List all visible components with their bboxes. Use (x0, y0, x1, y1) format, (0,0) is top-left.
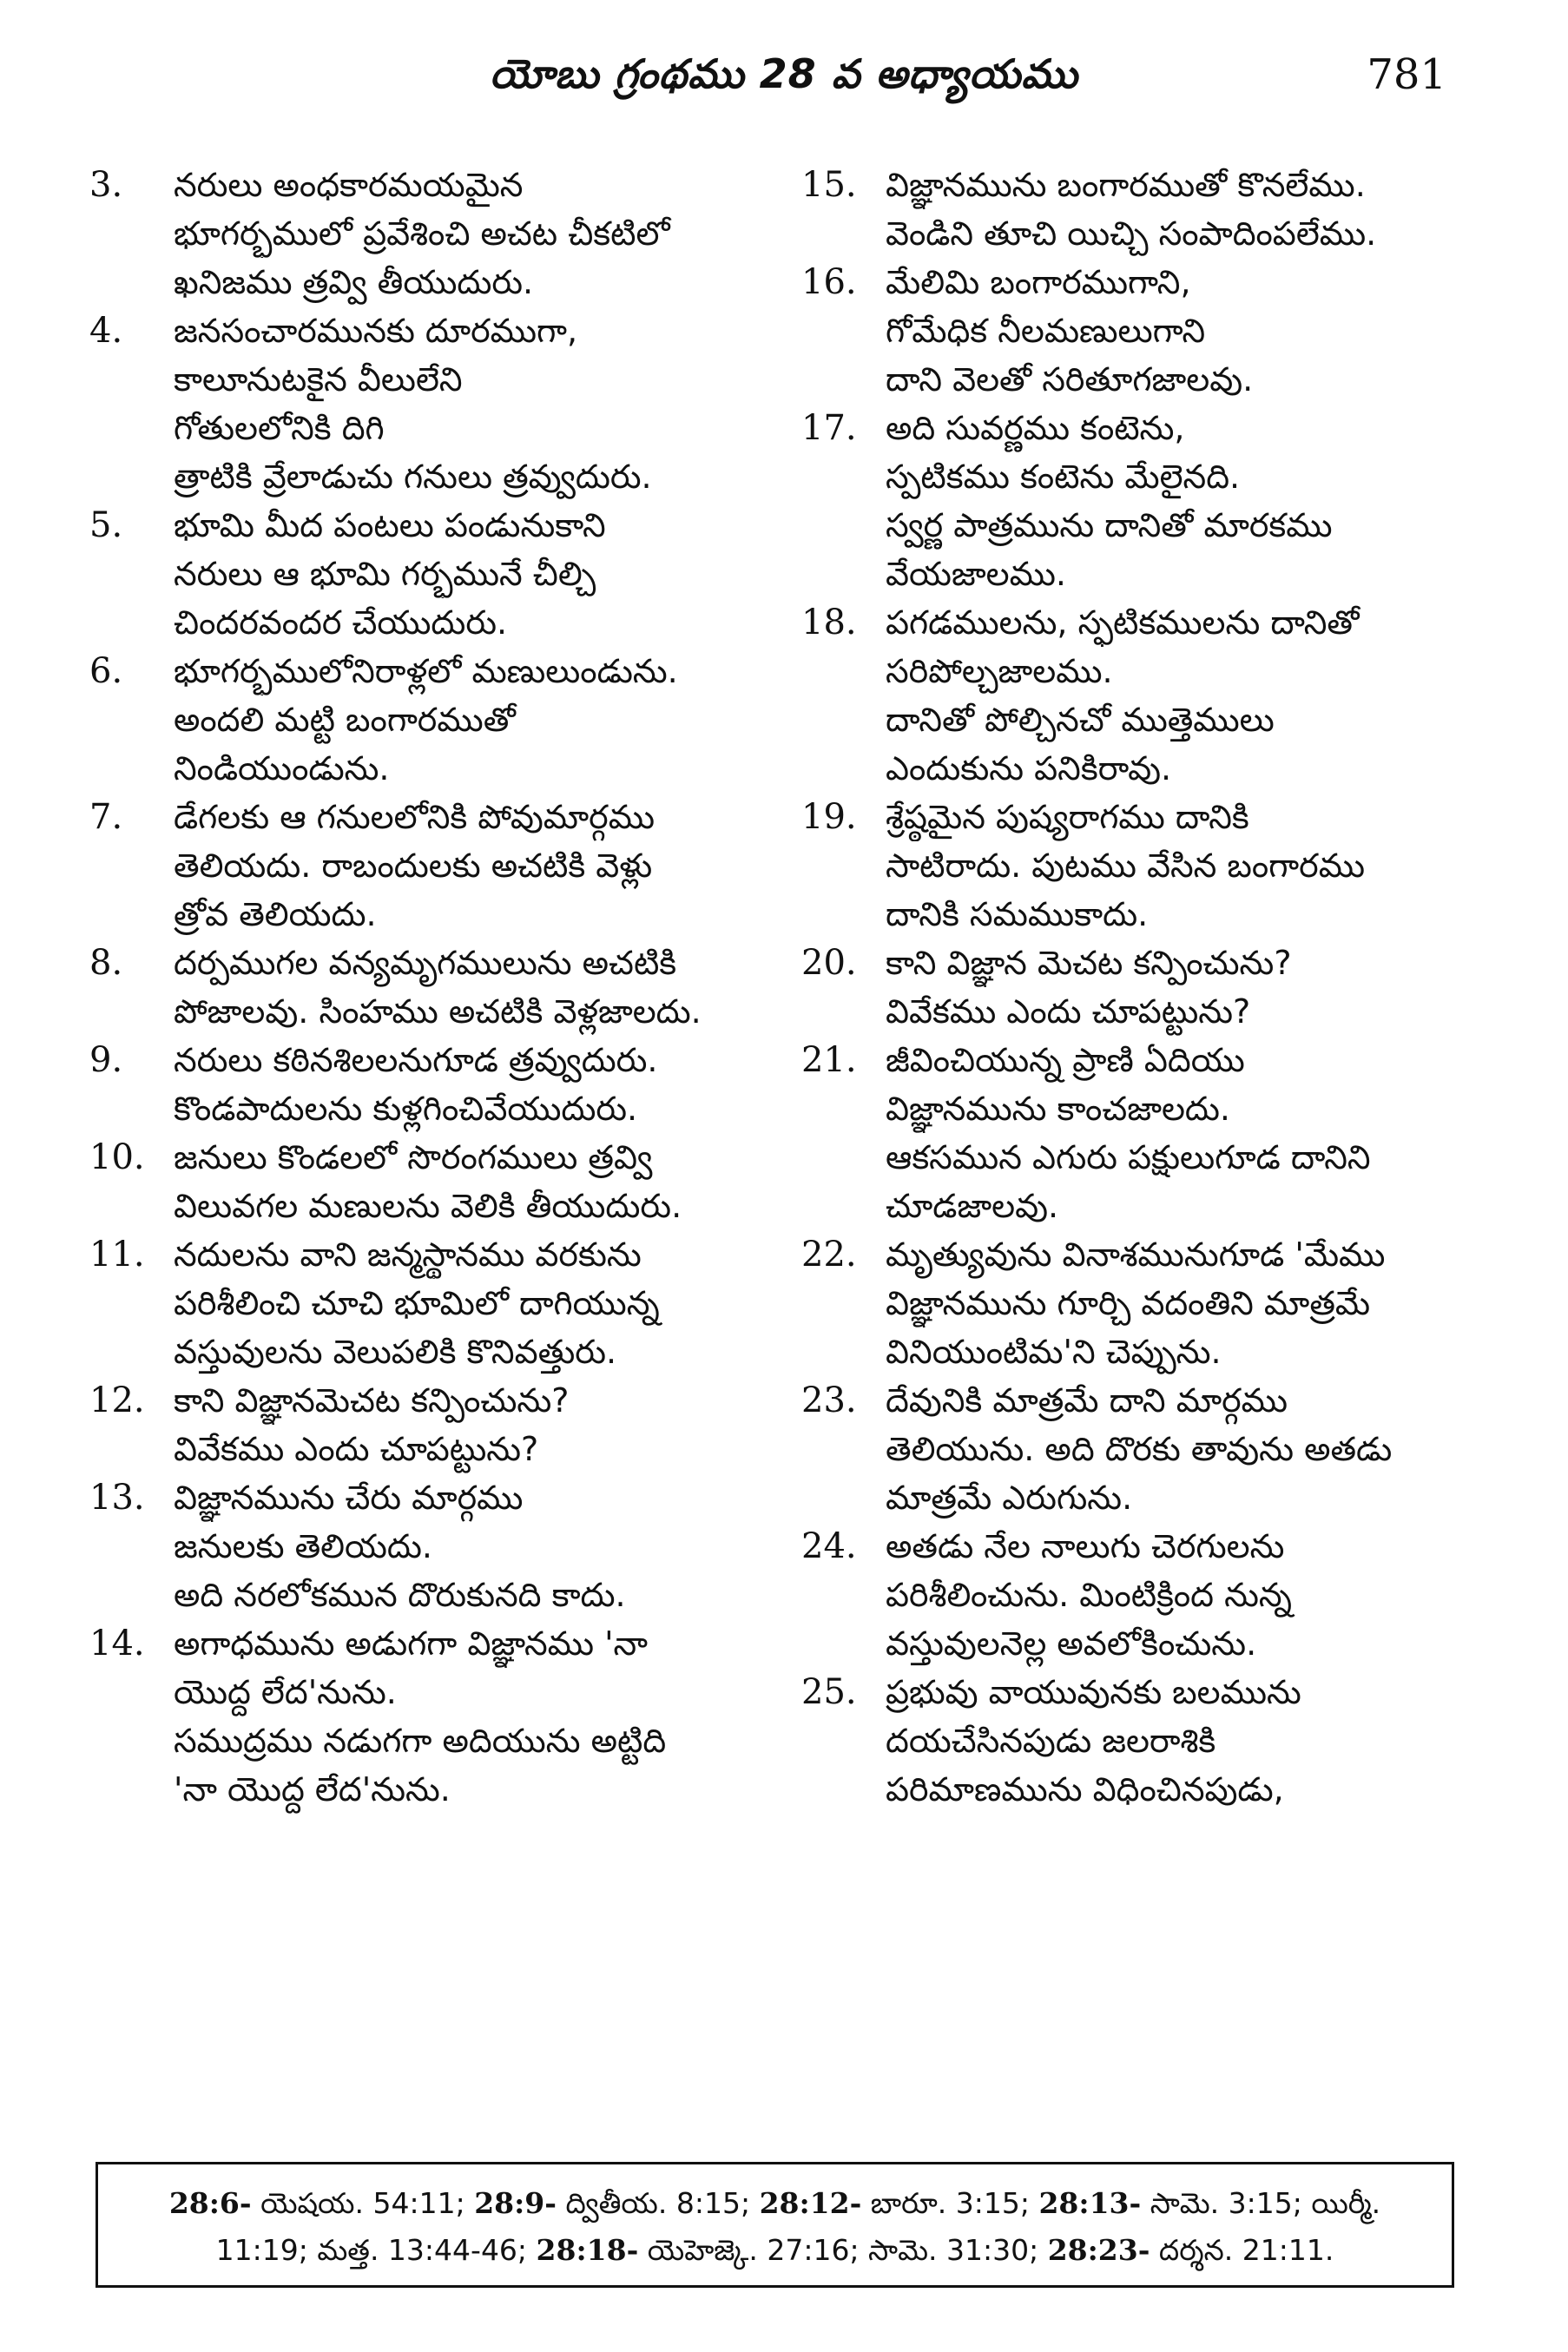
verse-text (174, 647, 777, 793)
verse (794, 1376, 1489, 1522)
footnote-text: బారూ. 3:15; (861, 2186, 1039, 2220)
verse-line: వివేకము ఎందు చూపట్టును? (174, 1430, 539, 1468)
verse-line: అందలి మట్టి బంగారముతో (174, 701, 516, 739)
footnote-text: సామె. 3:15; యిర్మీ. (1141, 2186, 1381, 2220)
verse-text (174, 306, 777, 501)
verse-line: చూడజాలవు. (886, 1187, 1059, 1225)
verse-text (886, 598, 1489, 793)
verse (82, 647, 777, 793)
verse (82, 306, 777, 501)
verse-number: 25. (801, 1672, 857, 1712)
verse-line: కాని విజ్ఞాన మెచట కన్పించును? (886, 944, 1292, 982)
verse-line: విజ్ఞానమును బంగారముతో కొనలేము. (886, 166, 1366, 204)
verse-line: నరులు కఠినశిలలనుగూడ త్రవ్వుదురు. (174, 1041, 658, 1079)
verse-line: జనులు కొండలలో సొరంగములు త్రవ్వి (174, 1138, 653, 1176)
verse-line: వస్తువులనెల్ల అవలోకించును. (886, 1624, 1257, 1663)
verse-number: 13. (89, 1478, 145, 1518)
verse-line: త్రోవ తెలియదు. (174, 895, 377, 933)
verse (82, 1133, 777, 1230)
page-number: 781 (1367, 50, 1446, 99)
footnote-reference: 28:9- (474, 2186, 557, 2220)
verse-line: అది నరలోకమున దొరుకునది కాదు. (174, 1576, 626, 1614)
verse-text (174, 939, 777, 1036)
verse (82, 501, 777, 647)
verse-number: 21. (801, 1040, 857, 1080)
verse-number: 16. (801, 262, 857, 302)
footnote-reference: 28:23- (1047, 2233, 1150, 2267)
verse-line: దాని వెలతో సరితూగజాలవు. (886, 360, 1254, 399)
verse-line: సాటిరాదు. పుటము వేసిన బంగారము (886, 847, 1366, 885)
verse-line: జనులకు తెలియదు. (174, 1527, 432, 1565)
verse (794, 404, 1489, 598)
verse (794, 161, 1489, 258)
verse-line: వెండిని తూచి యిచ్చి సంపాదింపలేము. (886, 214, 1377, 253)
verse-line: విజ్ఞానమును గూర్చి వదంతిని మాత్రమే (886, 1284, 1371, 1322)
verse-number: 23. (801, 1380, 857, 1420)
verse-number: 12. (89, 1380, 145, 1420)
footnote-text: 11:19; మత్త. 13:44-46; (215, 2233, 537, 2267)
verse-line: శ్రేష్ఠమైన పుష్యరాగము దానికి (886, 798, 1249, 836)
verse-line: సముద్రము నడుగగా అదియును అట్టిది (174, 1722, 667, 1760)
verse-line: దయచేసినపుడు జలరాశికి (886, 1722, 1216, 1760)
verse-number: 17. (801, 408, 857, 448)
verse-line: అతడు నేల నాలుగు చెరగులను (886, 1527, 1285, 1565)
verse-number: 22. (801, 1235, 857, 1275)
verse-line: దానికి సమముకాదు. (886, 895, 1149, 933)
verse-number: 5. (89, 505, 123, 545)
verse-line: నదులను వాని జన్మస్థానము వరకును (174, 1235, 642, 1274)
verse-text (174, 1133, 777, 1230)
verse-line: పరిశీలించును. మింటిక్రింద నున్న (886, 1576, 1292, 1614)
verse-number: 14. (89, 1624, 145, 1664)
verse-line: తెలియును. అది దొరకు తావును అతడు (886, 1430, 1393, 1468)
verse (82, 1230, 777, 1376)
verse (794, 1522, 1489, 1668)
verse-number: 6. (89, 651, 123, 691)
footnote-line (124, 2180, 1426, 2227)
footnote-reference: 28:18- (536, 2233, 639, 2267)
verse-line: తెలియదు. రాబందులకు అచటికి వెళ్లు (174, 847, 653, 885)
verse-text (174, 1376, 777, 1473)
verse-line: జనసంచారమునకు దూరముగా, (174, 312, 578, 350)
verse-line: విజ్ఞానమును చేరు మార్గము (174, 1479, 524, 1517)
verse (794, 258, 1489, 404)
verse-line: పరిమాణమును విధించినపుడు, (886, 1770, 1284, 1808)
verse-line: ఎందుకును పనికిరావు. (886, 749, 1172, 787)
footnote-text: ద్వితీయ. 8:15; (556, 2186, 760, 2220)
verse-line: ప్రభువు వాయువునకు బలమును (886, 1673, 1301, 1711)
verse-line: దేవునికి మాత్రమే దాని మార్గము (886, 1381, 1288, 1420)
verse-line: దర్పముగల వన్యమృగములును అచటికి (174, 944, 677, 982)
footnote-reference: 28:6- (168, 2186, 252, 2220)
footnote-text: యెషయ. 54:11; (251, 2186, 475, 2220)
verse-line: కాలూనుటకైన వీలులేని (174, 360, 463, 399)
verse-line: భూగర్భములో ప్రవేశించి అచట చీకటిలో (174, 214, 670, 253)
verse (82, 161, 777, 306)
verse-line: భూగర్భములోనిరాళ్లలో మణులుండును. (174, 652, 678, 690)
verse-line: పగడములను, స్ఫటికములను దానితో (886, 603, 1360, 642)
verse (794, 793, 1489, 939)
verse-number: 18. (801, 603, 857, 642)
verse-text (886, 1036, 1489, 1230)
verse-line: వస్తువులను వెలుపలికి కొనివత్తురు. (174, 1333, 617, 1371)
verse (794, 939, 1489, 1036)
verse-line: ఆకసమున ఎగురు పక్షులుగూడ దానిని (886, 1138, 1371, 1176)
verse-line: జీవించియున్న ప్రాణి ఏదియు (886, 1041, 1245, 1079)
verse-number: 15. (801, 165, 857, 205)
verse-line: పరిశీలించి చూచి భూమిలో దాగియున్న (174, 1284, 660, 1322)
verse-line: భూమి మీద పంటలు పండునుకాని (174, 506, 606, 544)
verse-line: ఖనిజము త్రవ్వి తీయుదురు. (174, 263, 534, 301)
verse (82, 793, 777, 939)
verse-text (174, 501, 777, 647)
verse-line: పోజాలవు. సింహము అచటికి వెళ్లజాలదు. (174, 992, 702, 1031)
verse (82, 939, 777, 1036)
verse (82, 1473, 777, 1619)
verse-text (174, 1230, 777, 1376)
verse-text (886, 404, 1489, 598)
verse-line: అది సువర్ణము కంటెను, (886, 409, 1185, 447)
left-column (82, 161, 777, 1814)
verse-line: స్పటికము కంటెను మేలైనది. (886, 458, 1241, 496)
verse-line: వినియుంటిమ'ని చెప్పును. (886, 1333, 1222, 1371)
verse-number: 7. (89, 797, 123, 837)
verse-text (174, 1619, 777, 1814)
verse-line: కాని విజ్ఞానమెచట కన్పించును? (174, 1381, 570, 1420)
verse (794, 598, 1489, 793)
verse-number: 20. (801, 943, 857, 983)
verse-number: 8. (89, 943, 123, 983)
verse-line: నిండియుండును. (174, 749, 390, 787)
verse-number: 10. (89, 1137, 145, 1177)
verse-number: 19. (801, 797, 857, 837)
verse (794, 1230, 1489, 1376)
verse-line: చిందరవందర చేయుదురు. (174, 603, 508, 642)
footnote-text: యెహెజ్కె. 27:16; సామె. 31:30; (638, 2233, 1048, 2267)
verse-line: త్రాటికి వ్రేలాడుచు గనులు త్రవ్వుదురు. (174, 458, 652, 496)
verse-line: నరులు అంధకారమయమైన (174, 166, 524, 204)
footnote-line (124, 2227, 1426, 2274)
cross-reference-box (96, 2162, 1454, 2288)
verse-line: నరులు ఆ భూమి గర్భమునే చీల్చి (174, 555, 596, 593)
verse-line: సరిపోల్చజాలము. (886, 652, 1113, 690)
verse-line: స్వర్ణ పాత్రమును దానితో మారకము (886, 506, 1333, 544)
verse-line: కొండపాదులను కుళ్లగించివేయుదురు. (174, 1090, 638, 1128)
verse-number: 4. (89, 311, 123, 351)
verse-text (886, 258, 1489, 404)
verse-number: 9. (89, 1040, 123, 1080)
verse-text (886, 1522, 1489, 1668)
footnote-text: దర్శన. 21:11. (1150, 2233, 1334, 2267)
verse (794, 1036, 1489, 1230)
verse (82, 1036, 777, 1133)
page-header (0, 38, 1568, 116)
verse-line: 'నా యొద్ద లేద'నును. (174, 1770, 451, 1808)
verse-line: గోమేధిక నీలమణులుగాని (886, 312, 1206, 350)
verse-line: వేయజాలము. (886, 555, 1067, 593)
verse (794, 1668, 1489, 1814)
footnote-reference: 28:12- (759, 2186, 862, 2220)
running-title: యోబు గ్రంథము 28 వ అధ్యాయము (490, 50, 1078, 97)
verse-line: మేలిమి బంగారముగాని, (886, 263, 1191, 301)
verse-line: గోతులలోనికి దిగి (174, 409, 385, 447)
verse-text (886, 161, 1489, 258)
right-column (794, 161, 1489, 1814)
verse-text (174, 793, 777, 939)
verse-text (886, 939, 1489, 1036)
verse-number: 11. (89, 1235, 145, 1275)
verse-number: 24. (801, 1526, 857, 1566)
verse-text (174, 161, 777, 306)
verse-line: అగాధమును అడుగగా విజ్ఞానము 'నా (174, 1624, 649, 1663)
verse-text (886, 1230, 1489, 1376)
verse-line: విలువగల మణులను వెలికి తీయుదురు. (174, 1187, 682, 1225)
verse-text (174, 1036, 777, 1133)
verse-text (174, 1473, 777, 1619)
verse-line: విజ్ఞానమును కాంచజాలదు. (886, 1090, 1230, 1128)
verse-text (886, 1376, 1489, 1522)
verse-line: డేగలకు ఆ గనులలోనికి పోవుమార్గము (174, 798, 656, 836)
verse (82, 1376, 777, 1473)
verse (82, 1619, 777, 1814)
verse-line: మృత్యువును వినాశమునుగూడ 'మేము (886, 1235, 1386, 1274)
verse-line: దానితో పోల్చినచో ముత్తెములు (886, 701, 1275, 739)
verse-line: యొద్ద లేద'నును. (174, 1673, 397, 1711)
verse-line: వివేకము ఎందు చూపట్టును? (886, 992, 1251, 1031)
verse-text (886, 1668, 1489, 1814)
verse-number: 3. (89, 165, 123, 205)
verse-line: మాత్రమే ఎరుగును. (886, 1479, 1133, 1517)
footnote-reference: 28:13- (1038, 2186, 1142, 2220)
verse-text (886, 793, 1489, 939)
